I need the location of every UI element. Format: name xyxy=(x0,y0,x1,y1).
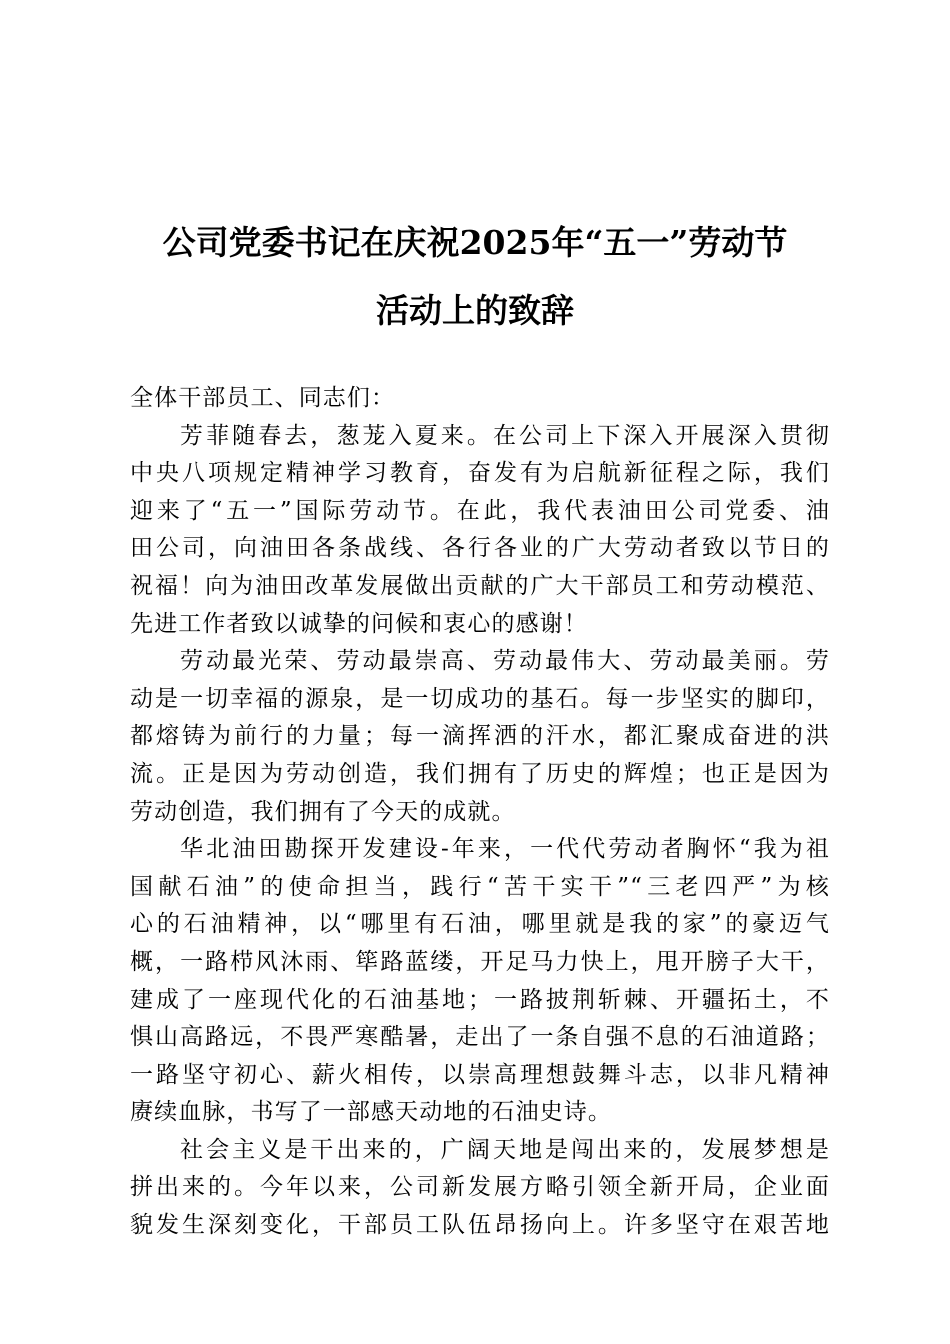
paragraph-line: 貌发生深刻变化，干部员工队伍昂扬向上。许多坚守在艰苦地 xyxy=(130,1212,830,1239)
paragraph-line: 惧山高路远，不畏严寒酷暑，走出了一条自强不息的石油道路； xyxy=(130,1024,830,1051)
paragraph-line: 芳菲随春去，葱茏入夏来。在公司上下深入开展深入贯彻 xyxy=(180,422,830,449)
paragraph-line: 流。正是因为劳动创造，我们拥有了历史的辉煌；也正是因为 xyxy=(130,760,830,787)
paragraph-line: 迎来了“五一”国际劳动节。在此，我代表油田公司党委、油 xyxy=(130,497,830,524)
paragraph-line: 概，一路栉风沐雨、筚路蓝缕，开足马力快上，甩开膀子大干， xyxy=(130,948,830,975)
paragraph-line: 赓续血脉，书写了一部感天动地的石油史诗。 xyxy=(130,1099,612,1126)
paragraph-line: 中央八项规定精神学习教育，奋发有为启航新征程之际，我们 xyxy=(130,460,830,487)
paragraph-line: 都熔铸为前行的力量；每一滴挥洒的汗水，都汇聚成奋进的洪 xyxy=(130,723,830,750)
paragraph-line: 一路坚守初心、薪火相传，以崇高理想鼓舞斗志，以非凡精神 xyxy=(130,1061,830,1088)
paragraph-1 xyxy=(130,418,830,644)
document-title-line-1: 公司党委书记在庆祝2025年“五一”劳动节 xyxy=(162,223,788,262)
paragraph-line: 祝福！向为油田改革发展做出贡献的广大干部员工和劳动模范、 xyxy=(130,572,830,599)
document-body xyxy=(130,380,830,1245)
paragraph-2 xyxy=(130,643,830,831)
paragraph-line: 动是一切幸福的源泉，是一切成功的基石。每一步坚实的脚印， xyxy=(130,685,830,712)
paragraph-line: 华北油田勘探开发建设-年来，一代代劳动者胸怀“我为祖 xyxy=(180,836,830,863)
paragraph-line: 田公司，向油田各条战线、各行各业的广大劳动者致以节日的 xyxy=(130,535,830,562)
paragraph-3 xyxy=(130,831,830,1132)
paragraph-line: 心的石油精神，以“哪里有石油，哪里就是我的家”的豪迈气 xyxy=(130,911,830,938)
salutation: 全体干部员工、同志们： xyxy=(130,385,396,411)
paragraph-line: 先进工作者致以诚挚的问候和衷心的感谢！ xyxy=(130,610,588,637)
document-title-line-2: 活动上的致辞 xyxy=(376,291,574,330)
paragraph-line: 拼出来的。今年以来，公司新发展方略引领全新开局，企业面 xyxy=(130,1174,830,1201)
paragraph-line: 国献石油”的使命担当，践行“苦干实干”“三老四严”为核 xyxy=(130,873,830,900)
paragraph-line: 社会主义是干出来的，广阔天地是闯出来的，发展梦想是 xyxy=(180,1136,830,1163)
paragraph-line: 劳动最光荣、劳动最崇高、劳动最伟大、劳动最美丽。劳 xyxy=(180,648,830,675)
paragraph-line: 建成了一座现代化的石油基地；一路披荆斩棘、开疆拓土，不 xyxy=(130,986,830,1013)
paragraph-4 xyxy=(130,1132,830,1245)
paragraph-line: 劳动创造，我们拥有了今天的成就。 xyxy=(130,798,516,825)
